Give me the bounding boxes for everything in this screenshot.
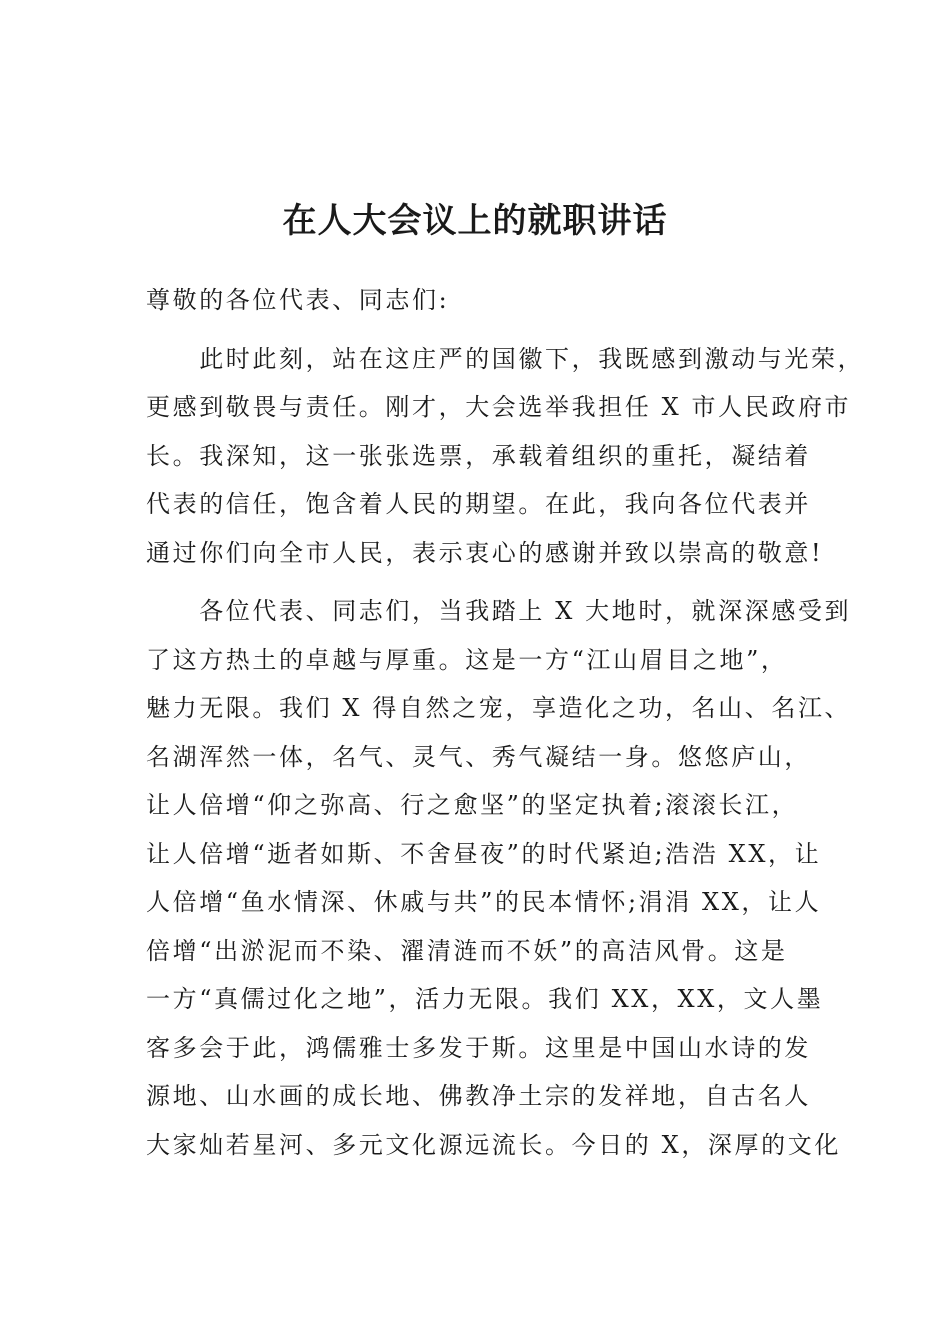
text-line: 魅力无限。我们 X 得自然之宠，享造化之功，名山、名江、 [146,694,852,722]
text-line: 通过你们向全市人民，表示衷心的感谢并致以崇高的敬意! [146,538,824,567]
text-line: 名湖浑然一体，名气、灵气、秀气凝结一身。悠悠庐山， [146,742,811,771]
document-body [146,276,865,1169]
text-line: 代表的信任，饱含着人民的期望。在此，我向各位代表并 [146,490,811,518]
paragraph-1 [146,335,865,578]
text-line: 一方“真儒过化之地”，活力无限。我们 XX，XX，文人墨 [146,985,824,1013]
salutation: 尊敬的各位代表、同志们: [146,286,450,314]
text-line: 客多会于此，鸿儒雅士多发于斯。这里是中国山水诗的发 [146,1033,811,1062]
text-line: 此时此刻，站在这庄严的国徽下，我既感到激动与光荣， [146,344,865,373]
text-line: 源地、山水画的成长地、佛教净土宗的发祥地，自古名人 [146,1082,811,1110]
paragraph-2 [146,587,852,1169]
text-line: 长。我深知，这一张张选票，承载着组织的重托，凝结着 [146,441,811,470]
text-line: 了这方热土的卓越与厚重。这是一方“江山眉目之地”， [146,645,788,674]
text-line: 让人倍增“仰之弥高、行之愈坚”的坚定执着;滚滚长江， [146,791,799,819]
page-title: 在人大会议上的就职讲话 [282,201,668,241]
text-line: 倍增“出淤泥而不染、濯清涟而不妖”的高洁风骨。这是 [146,936,788,965]
text-line: 大家灿若星河、多元文化源远流长。今日的 X，深厚的文化 [146,1130,841,1159]
text-line: 人倍增“鱼水情深、休戚与共”的民本情怀;涓涓 XX，让人 [146,888,822,916]
text-line: 让人倍增“逝者如斯、不舍昼夜”的时代紧迫;浩浩 XX，让 [146,839,822,868]
text-line: 更感到敬畏与责任。刚才，大会选举我担任 X 市人民政府市 [146,393,852,421]
text-line: 各位代表、同志们，当我踏上 X 大地时，就深深感受到 [146,597,852,625]
